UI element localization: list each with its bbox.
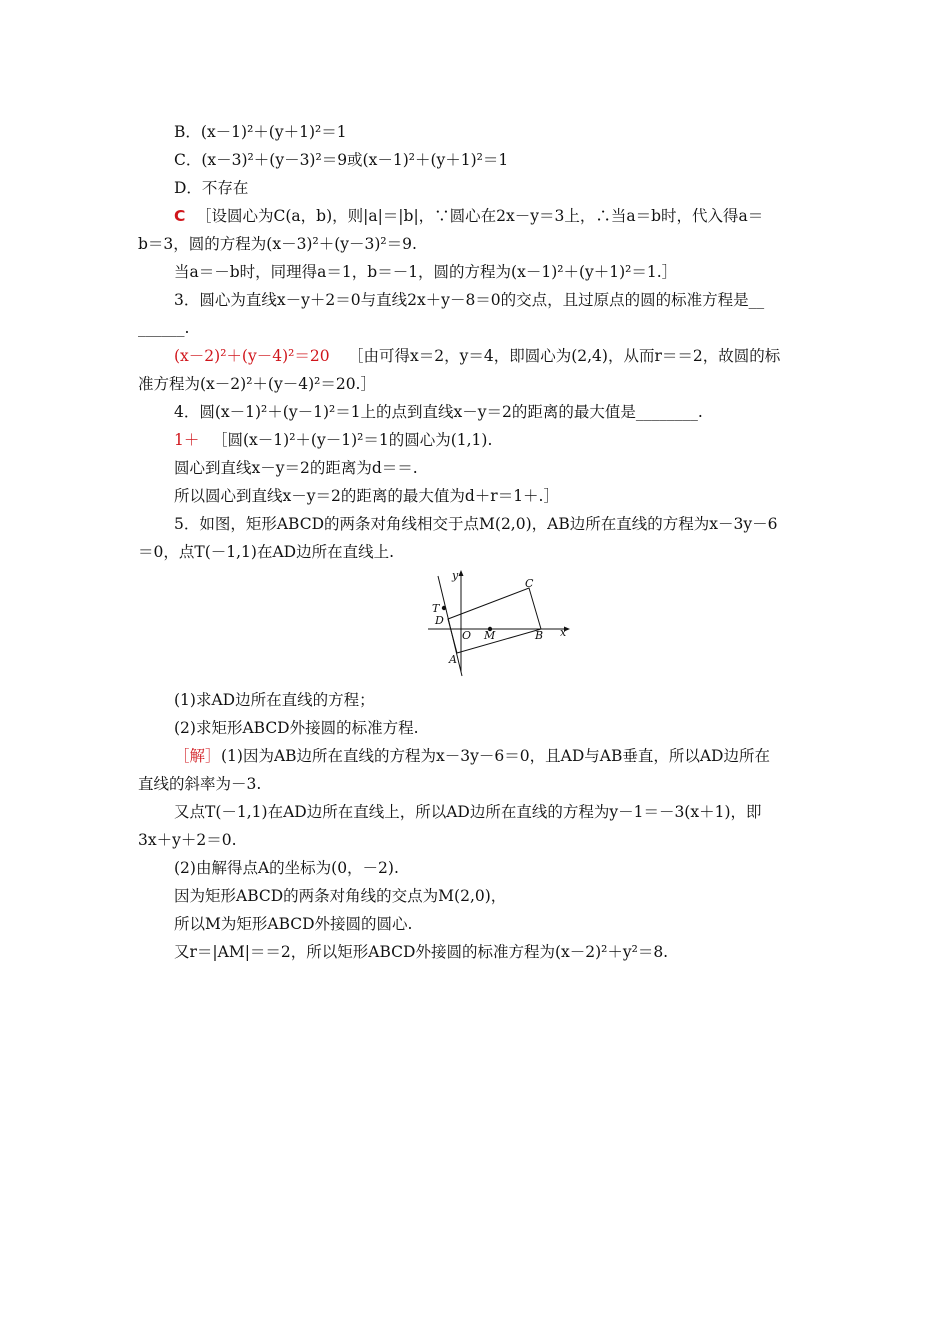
- solution-line: 圆心到直线x－y＝2的距离为d＝＝.: [174, 459, 418, 477]
- point-t: [442, 606, 446, 610]
- solution-line: 直线的斜率为－3.: [138, 775, 262, 793]
- label-c: C: [525, 577, 534, 590]
- solution-line: 所以M为矩形ABCD外接圆的圆心.: [174, 915, 413, 933]
- solution-line: 又r＝|AM|＝＝2，所以矩形ABCD外接圆的标准方程为(x－2)²＋y²＝8.: [174, 943, 669, 961]
- question-5-part-1: (1)求AD边所在直线的方程；: [174, 691, 375, 709]
- question-5: ＝0，点T(－1,1)在AD边所在直线上.: [138, 543, 394, 561]
- question-3: 3．圆心为直线x－y＋2＝0与直线2x＋y－8＝0的交点，且过原点的圆的标准方程是__: [174, 291, 765, 309]
- solution-tag: ［解］: [174, 747, 221, 765]
- solution-line: 又点T(－1,1)在AD边所在直线上，所以AD边所在直线的方程为y－1＝－3(x＋1)，即: [174, 803, 762, 821]
- solution-line: 当a＝－b时，同理得a＝1，b＝－1，圆的方程为(x－1)²＋(y＋1)²＝1.］: [174, 263, 678, 281]
- label-a: A: [449, 653, 457, 666]
- question-5-part-2: (2)求矩形ABCD外接圆的标准方程.: [174, 719, 419, 737]
- answer-4: 1＋: [174, 431, 200, 449]
- solution-line: ［由可得x＝2，y＝4，即圆心为(2,4)，从而r＝＝2，故圆的标: [348, 347, 781, 365]
- option-b: B．(x－1)²＋(y＋1)²＝1: [174, 123, 347, 141]
- solution-line: ［设圆心为C(a，b)，则|a|＝|b|，∵圆心在2x－y＝3上，∴当a＝b时，代入得a＝: [196, 207, 764, 225]
- question-3-blank: ______.: [138, 319, 190, 337]
- rectangle-abcd: [448, 588, 544, 653]
- solution-line: 准方程为(x－2)²＋(y－4)²＝20.］: [138, 375, 376, 393]
- label-t: T: [432, 602, 440, 615]
- y-axis-arrow: [459, 570, 464, 576]
- solution-line: ［圆(x－1)²＋(y－1)²＝1的圆心为(1,1).: [212, 431, 493, 449]
- rectangle-figure: [420, 568, 572, 678]
- solution-line: b＝3，圆的方程为(x－3)²＋(y－3)²＝9.: [138, 235, 417, 253]
- label-o: O: [462, 629, 472, 642]
- label-d: D: [435, 614, 444, 627]
- answer-3: (x－2)²＋(y－4)²＝20: [174, 347, 330, 365]
- solution-line: 因为矩形ABCD的两条对角线的交点为M(2,0)，: [174, 887, 507, 905]
- label-x: x: [560, 626, 567, 639]
- solution-line: 3x＋y＋2＝0.: [138, 831, 237, 849]
- option-c: C．(x－3)²＋(y－3)²＝9或(x－1)²＋(y＋1)²＝1: [174, 151, 509, 169]
- solution-line: 所以圆心到直线x－y＝2的距离的最大值为d＋r＝1＋.］: [174, 487, 559, 505]
- label-y: y: [452, 569, 459, 582]
- answer-letter: C: [174, 207, 186, 225]
- solution-line: (2)由解得点A的坐标为(0，－2).: [174, 859, 399, 877]
- label-m: M: [484, 629, 496, 642]
- label-b: B: [535, 629, 544, 642]
- question-4: 4．圆(x－1)²＋(y－1)²＝1上的点到直线x－y＝2的距离的最大值是________.: [174, 403, 703, 421]
- question-5: 5．如图，矩形ABCD的两条对角线相交于点M(2,0)，AB边所在直线的方程为x－3y－6: [174, 515, 778, 533]
- solution-line: (1)因为AB边所在直线的方程为x－3y－6＝0，且AD与AB垂直，所以AD边所在: [221, 747, 770, 765]
- option-d: D．不存在: [174, 179, 249, 197]
